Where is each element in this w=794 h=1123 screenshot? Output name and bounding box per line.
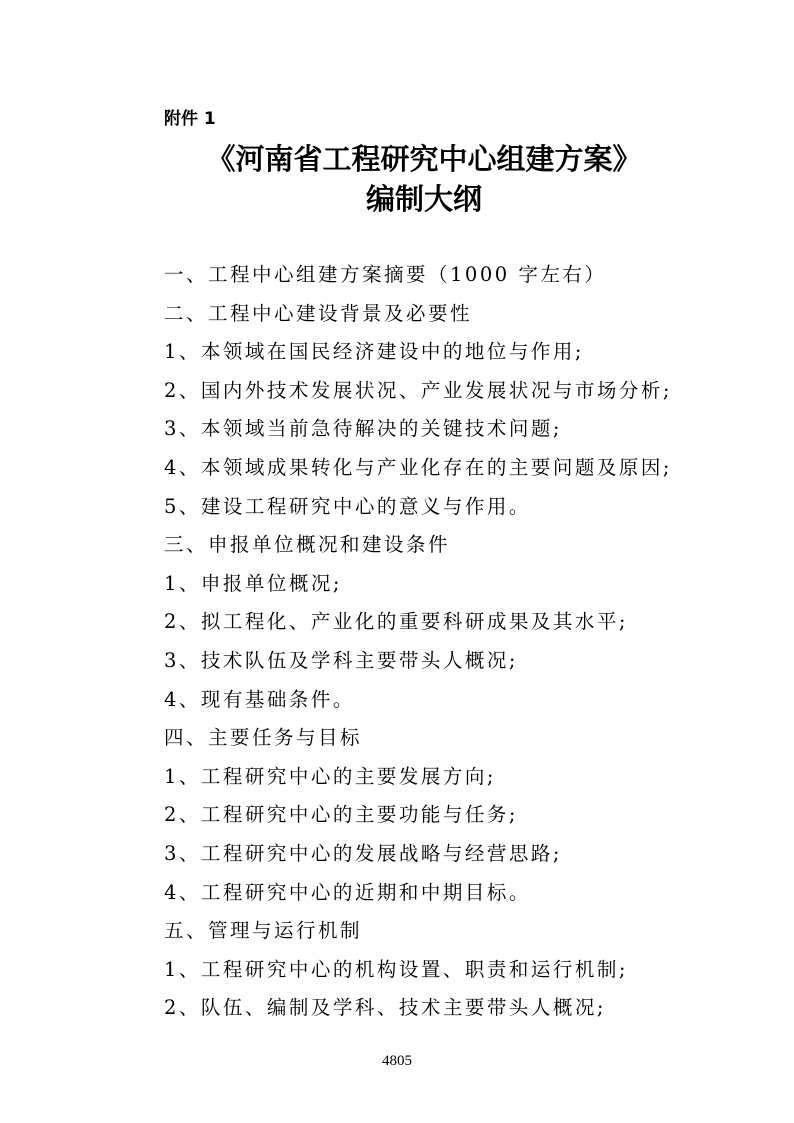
title-line-2: 编制大纲 [365,182,482,216]
outline-item: 4、工程研究中心的近期和中期目标。 [164,880,531,904]
outline-item: 四、主要任务与目标 [164,726,363,750]
outline-item: 一、工程中心组建方案摘要（1000 字左右） [164,263,607,286]
outline-item: 1、工程研究中心的机构设置、职责和运行机制; [164,957,628,981]
outline-item: 2、拟工程化、产业化的重要科研成果及其水平; [164,610,628,634]
outline-item: 1、工程研究中心的主要发展方向; [164,764,496,788]
document-title [0,139,794,219]
outline-item: 3、技术队伍及学科主要带头人概况; [164,648,518,672]
outline-item: 5、建设工程研究中心的意义与作用。 [164,494,531,518]
outline-item: 3、本领域当前急待解决的关键技术问题; [164,417,562,441]
outline-item: 4、现有基础条件。 [164,687,355,711]
outline-item: 三、申报单位概况和建设条件 [164,533,451,557]
outline-item: 3、工程研究中心的发展战略与经营思路; [164,841,562,865]
outline-item: 2、队伍、编制及学科、技术主要带头人概况; [164,996,606,1020]
outline-item: 1、申报单位概况; [164,571,342,595]
outline-list [164,256,764,1028]
outline-item: 2、国内外技术发展状况、产业发展状况与市场分析; [164,378,672,402]
outline-item: 4、本领域成果转化与产业化存在的主要问题及原因; [164,455,672,479]
page-number: 4805 [382,1053,412,1069]
outline-item: 五、管理与运行机制 [164,919,363,943]
outline-item: 二、工程中心建设背景及必要性 [164,301,473,325]
title-line-1: 《河南省工程研究中心组建方案》 [206,142,642,176]
outline-item: 2、工程研究中心的主要功能与任务; [164,803,518,827]
outline-item: 1、本领域在国民经济建设中的地位与作用; [164,340,584,364]
attachment-label: 附件 1 [164,109,216,129]
